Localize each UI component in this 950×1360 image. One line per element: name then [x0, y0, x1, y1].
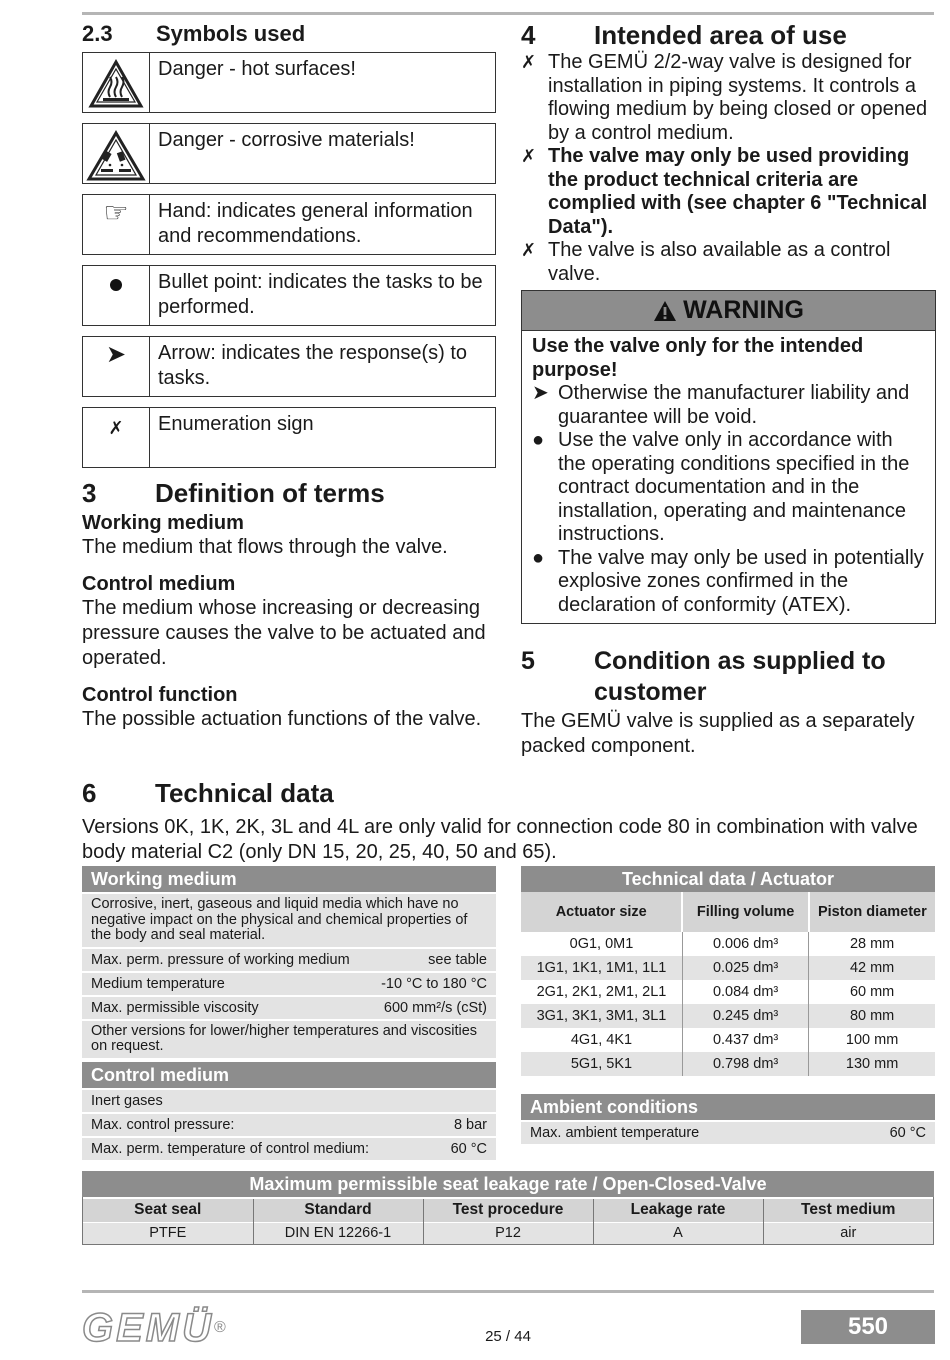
table-row — [82, 1090, 496, 1112]
logo-text: GEMÜ — [82, 1306, 214, 1350]
intended-use-list — [521, 51, 936, 286]
symbol-row-bullet — [82, 265, 496, 326]
gemu-logo — [82, 1306, 229, 1350]
table-row — [83, 1222, 933, 1244]
left-column — [82, 20, 496, 744]
term-body: The medium that flows through the valve. — [82, 536, 448, 558]
row-label: Max. permissible viscosity — [91, 999, 259, 1016]
column-header: Leakage rate — [593, 1198, 763, 1222]
list-item — [532, 429, 925, 547]
section-definitions-heading — [82, 478, 496, 509]
symbols-list — [82, 52, 496, 468]
arrow-icon: ➤ — [83, 337, 150, 396]
table-cell: A — [593, 1222, 763, 1244]
list-item-text: Use the valve only in accordance with the operating conditions specified in the contract documentation and in the installation, operating and maintenance instructions. — [558, 429, 910, 545]
row-value: 60 °C — [450, 1140, 487, 1157]
section-title: Definition of terms — [155, 478, 385, 508]
table-row — [82, 1114, 496, 1136]
term-body: The medium whose increasing or decreasing pressure causes the valve to be actuated and operated. — [82, 597, 486, 669]
definitions-list — [82, 511, 496, 732]
section-number: 2.3 — [82, 21, 113, 46]
table-cell: 28 mm — [809, 932, 935, 956]
table-cell: 3G1, 3K1, 3M1, 3L1 — [521, 1004, 682, 1028]
table-cell: 1G1, 1K1, 1M1, 1L1 — [521, 956, 682, 980]
term-title: Control medium — [82, 573, 236, 595]
section-title: Symbols used — [156, 21, 306, 46]
table-row — [82, 894, 496, 947]
list-item — [532, 382, 925, 429]
list-item-text: The GEMÜ 2/2-way valve is designed for installation in piping systems. It controls a flowing medium by being closed or opened by a control medium. — [548, 51, 928, 144]
term-title: Working medium — [82, 512, 244, 534]
top-rule — [82, 12, 934, 15]
row-value: 60 °C — [889, 1125, 926, 1141]
bullet-icon: ● — [532, 429, 545, 451]
symbol-row-enumeration — [82, 407, 496, 468]
table-cell: 0.006 dm³ — [682, 932, 808, 956]
table-cell: air — [763, 1222, 933, 1244]
row-value: see table — [428, 951, 487, 968]
section-title: Intended area of use — [594, 20, 847, 50]
table-header: Maximum permissible seat leakage rate / Open-Closed-Valve — [82, 1171, 934, 1197]
table-cell: 0G1, 0M1 — [521, 932, 682, 956]
row-value: -10 °C to 180 °C — [381, 975, 487, 992]
bullet-icon: ● — [532, 546, 545, 569]
technical-data-section — [82, 778, 942, 865]
row-value: 600 mm²/s (cSt) — [383, 999, 487, 1016]
section-number: 3 — [82, 478, 97, 508]
row-label: Max. control pressure: — [91, 1116, 235, 1133]
column-header: Test medium — [763, 1198, 933, 1222]
document-number-badge: 550 — [801, 1310, 935, 1344]
warning-lead: Use the valve only for the intended purpose! — [532, 335, 864, 381]
table-row — [521, 980, 935, 1004]
enumeration-icon: ✗ — [521, 52, 537, 72]
table-cell: 80 mm — [809, 1004, 935, 1028]
list-item — [521, 239, 936, 286]
symbol-description: Danger - corrosive materials! — [158, 129, 415, 151]
ambient-conditions-table — [521, 1094, 935, 1144]
symbol-description: Bullet point: indicates the tasks to be performed. — [158, 271, 483, 318]
symbol-description: Enumeration sign — [158, 413, 314, 435]
list-item-text: Otherwise the manufacturer liability and guarantee will be void. — [558, 382, 910, 428]
hot-surface-warning-icon — [83, 53, 150, 112]
table-cell: PTFE — [83, 1222, 253, 1244]
table-row — [82, 949, 496, 971]
table-row — [82, 973, 496, 995]
row-label: Max. perm. pressure of working medium — [91, 951, 350, 968]
table-row — [82, 997, 496, 1019]
enumeration-icon: ✗ — [521, 240, 537, 260]
registered-mark: ® — [214, 1319, 229, 1336]
table-cell: 4G1, 4K1 — [521, 1028, 682, 1052]
table-cell: 5G1, 5K1 — [521, 1052, 682, 1076]
table-row — [521, 956, 935, 980]
section-number: 4 — [521, 20, 536, 50]
section-title: Technical data — [155, 778, 334, 808]
enumeration-icon: ✗ — [521, 146, 537, 166]
table-cell: P12 — [423, 1222, 593, 1244]
right-column — [521, 20, 936, 759]
list-item-text: The valve is also available as a control valve. — [548, 239, 891, 285]
table-row — [82, 1138, 496, 1160]
table-cell: 2G1, 2K1, 2M1, 2L1 — [521, 980, 682, 1004]
table-header: Technical data / Actuator — [521, 866, 935, 892]
warning-body — [522, 331, 935, 623]
table-cell: 0.025 dm³ — [682, 956, 808, 980]
table-row — [521, 1052, 935, 1076]
enumeration-icon: ✗ — [83, 408, 150, 467]
column-header: Filling volume — [682, 892, 808, 932]
table-cell: 0.245 dm³ — [682, 1004, 808, 1028]
section-symbols-heading — [82, 20, 496, 48]
table-cell: 130 mm — [809, 1052, 935, 1076]
warning-header — [522, 291, 935, 331]
symbol-row-arrow — [82, 336, 496, 397]
table-header: Working medium — [82, 866, 496, 892]
symbol-description: Arrow: indicates the response(s) to tasks. — [158, 342, 468, 389]
actuator-data-table — [521, 892, 935, 1076]
arrow-icon: ➤ — [532, 382, 549, 404]
row-label: Inert gases — [91, 1092, 163, 1109]
working-medium-table — [82, 866, 496, 1160]
actuator-table — [521, 866, 935, 1076]
column-header: Standard — [253, 1198, 423, 1222]
table-cell: 0.798 dm³ — [682, 1052, 808, 1076]
list-item — [521, 51, 936, 145]
corrosive-warning-icon — [83, 124, 150, 183]
row-label: Medium temperature — [91, 975, 225, 992]
table-row — [521, 932, 935, 956]
section-number: 6 — [82, 778, 97, 808]
warning-title: WARNING — [683, 296, 804, 324]
section-intended-use-heading — [521, 20, 936, 51]
symbol-description: Hand: indicates general information and recommendations. — [158, 200, 473, 247]
table-row — [521, 1028, 935, 1052]
table-cell: DIN EN 12266-1 — [253, 1222, 423, 1244]
symbol-description: Danger - hot surfaces! — [158, 58, 356, 80]
symbol-row-corrosive — [82, 123, 496, 184]
table-cell: 60 mm — [809, 980, 935, 1004]
section-technical-heading — [82, 778, 942, 809]
term-title: Control function — [82, 684, 238, 706]
hand-pointing-icon: ☞ — [83, 195, 150, 254]
row-value: 8 bar — [453, 1116, 487, 1133]
row-description: Corrosive, inert, gaseous and liquid media which have no negative impact on the physical and chemical properties of the body and seal material. — [91, 896, 468, 943]
list-item-text: The valve may only be used providing the product technical criteria are complied with (see chapter 6 "Technical Data"). — [548, 145, 928, 238]
leakage-table-wrapper — [82, 1197, 934, 1245]
bullet-icon — [83, 266, 150, 325]
symbol-row-hand — [82, 194, 496, 255]
table-cell: 0.084 dm³ — [682, 980, 808, 1004]
row-label: Max. perm. temperature of control medium: — [91, 1140, 370, 1157]
row-label: Max. ambient temperature — [530, 1125, 700, 1141]
table-row — [521, 1122, 935, 1144]
technical-intro: Versions 0K, 1K, 2K, 3L and 4L are only valid for connection code 80 in combination with valve body material C2 (only DN 15, 20, 25, 40, 50 and 65). — [82, 816, 918, 863]
table-row — [82, 1021, 496, 1058]
table-header: Control medium — [82, 1062, 496, 1088]
table-row — [521, 1004, 935, 1028]
list-item — [532, 547, 925, 618]
leakage-rate-table — [82, 1171, 934, 1245]
row-note: Other versions for lower/higher temperatures and viscosities on request. — [91, 1022, 478, 1054]
section-condition-heading — [521, 646, 936, 708]
list-item-text: The valve may only be used in potentially explosive zones confirmed in the declaration of conformity (ATEX). — [558, 546, 924, 616]
condition-body: The GEMÜ valve is supplied as a separately packed component. — [521, 710, 915, 757]
section-number: 5 — [521, 647, 535, 675]
column-header: Piston diameter — [809, 892, 935, 932]
table-cell: 42 mm — [809, 956, 935, 980]
warning-box — [521, 290, 936, 624]
symbol-row-hot — [82, 52, 496, 113]
leakage-data-table — [83, 1197, 933, 1244]
table-header: Ambient conditions — [521, 1094, 935, 1120]
table-cell: 0.437 dm³ — [682, 1028, 808, 1052]
list-item — [521, 145, 936, 239]
column-header: Seat seal — [83, 1198, 253, 1222]
warning-triangle-icon — [653, 300, 677, 322]
column-header: Test procedure — [423, 1198, 593, 1222]
footer-rule — [82, 1290, 934, 1293]
page-number: 25 / 44 — [485, 1328, 531, 1345]
term-body: The possible actuation functions of the valve. — [82, 708, 482, 730]
section-title: Condition as supplied to customer — [594, 647, 886, 706]
table-cell: 100 mm — [809, 1028, 935, 1052]
column-header: Actuator size — [521, 892, 682, 932]
